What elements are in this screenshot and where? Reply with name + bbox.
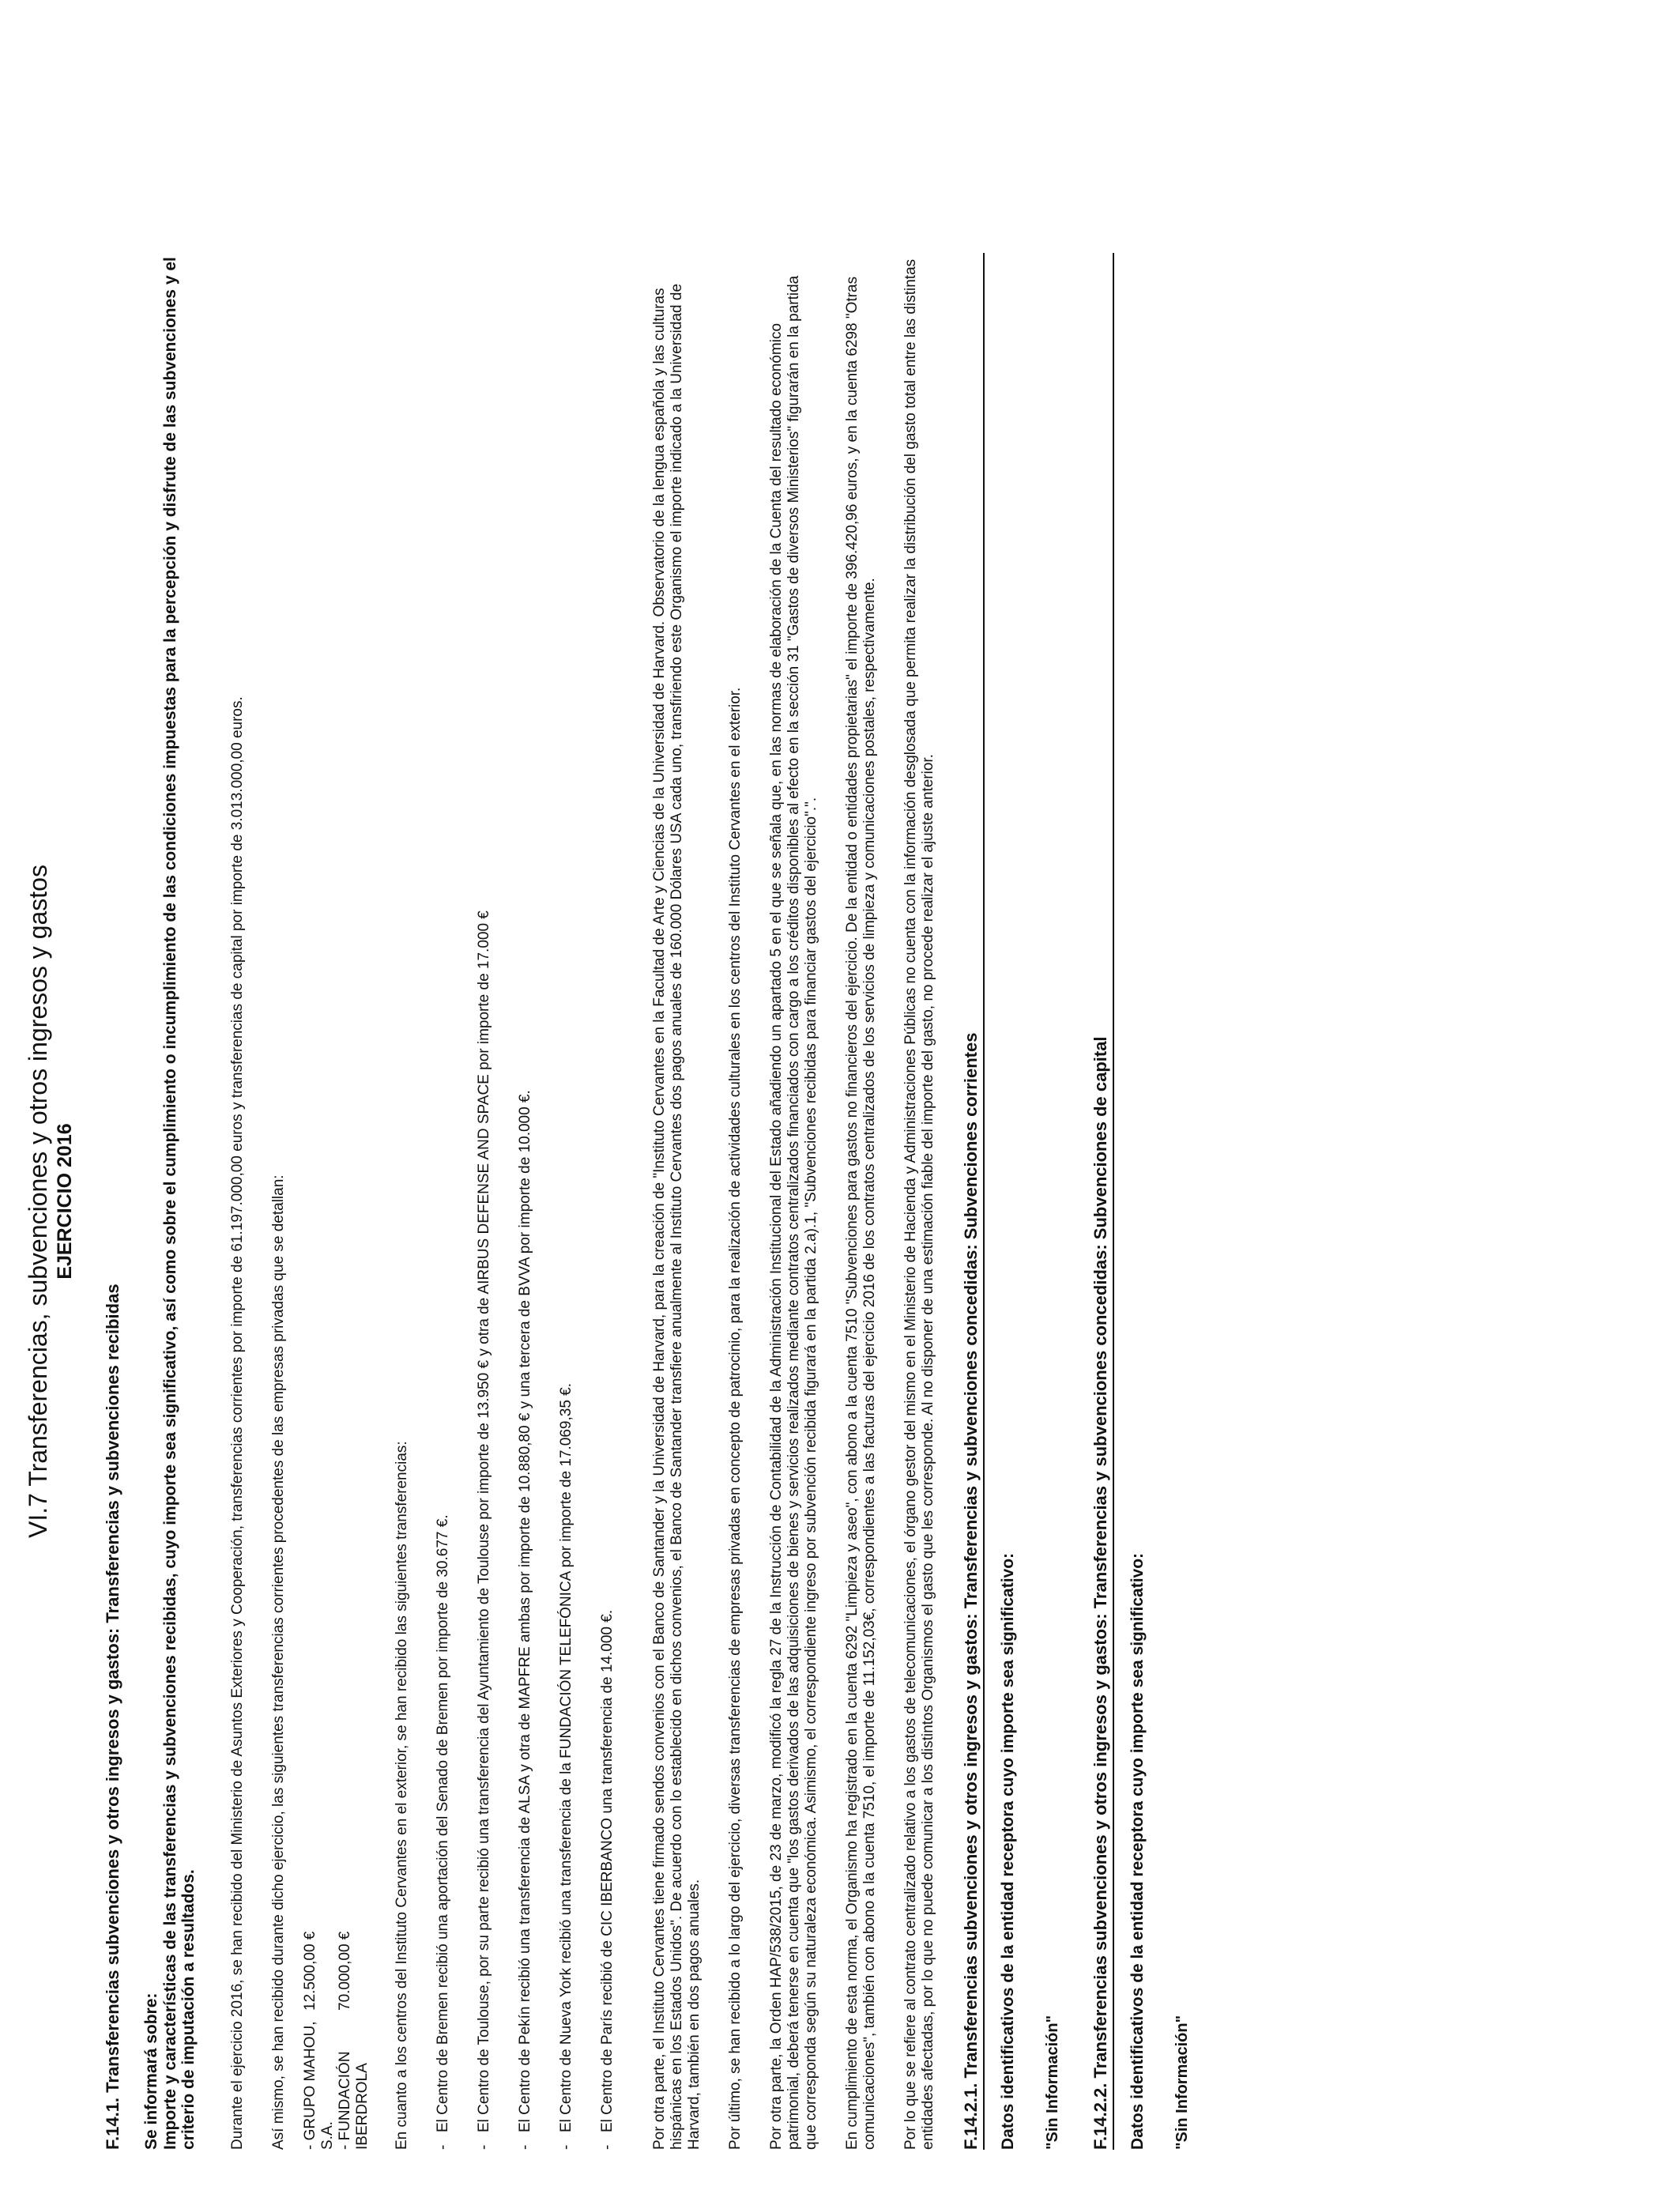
company-amount: 12.500,00 € <box>302 1931 318 2011</box>
section-heading-f1421: F.14.2.1. Transferencias subvenciones y otros ingresos y gastos: Transferencias y subvenciones concedidas: Subvenciones corrientes <box>961 1032 981 2150</box>
intro-lead: Se informará sobre: <box>142 1992 160 2150</box>
page-title: VI.7 Transferencias, subvenciones y otros ingresos y gastos <box>24 865 52 1538</box>
center-item-paris: - El Centro de París recibió de CIC IBERBANCO una transferencia de 14.000 €. <box>599 253 616 2150</box>
section-heading-f141: F.14.1. Transferencias subvenciones y otros ingresos y gastos: Transferencias y subvenciones recibidas <box>103 1284 122 2150</box>
paragraph-ministry-transfers: Durante el ejercicio 2016, se han recibido del Ministerio de Asuntos Exteriores y Cooperación, transferencias corrientes por importe de 61.197.000,00 euros y transferencias de capital por importe de 3.013.000,00 euros. <box>229 696 246 2150</box>
company-list <box>302 253 371 2150</box>
paragraph-order-hap: Por otra parte, la Orden HAP/538/2015, de 23 de marzo, modificó la regla 27 de la Instrucción de Contabilidad de la Administración Institucional del Estado añadiendo un apartado 5 en el que se señala que, en las normas de elaboración de la Cuenta del resultado económico patrimonial, deberá tenerse en cuenta que "los gastos derivados de las adquisiciones de bienes y servicios realizados mediante contratos centralizados financiados con cargo a los créditos disponibles al efecto en la sección 31 "Gastos de diversos Ministerios" figurarán en la partida que corresponda según su naturaleza económica. Asimismo, el correspondiente ingreso por subvención recibida figurará en la partida 2.a).1, "Subvenciones recibidas para financiar gastos del ejercicio".". <box>768 275 819 2150</box>
paragraph-harvard-agreement: Por otra parte, el Instituto Cervantes tiene firmado sendos convenios con el Banco de Santander y la Universidad de Harvard, para la creación de "Instituto Cervantes en la Facultad de Arte y Ciencias de la Universidad de Harvard. Observatorio de la lengua española y las culturas hispánicas en los Estados Unidos". De acuerdo con lo establecido en dichos convenios, el Banco de Santander transfiere anualmente al Instituto Cervantes dos pagos anuales de 160.000 Dólares USA cada uno, transfiriendo este Organismo el importe indicado a la Universidad de Harvard, también en dos pagos anuales. <box>651 283 703 2150</box>
no-info-f1422: "Sin Información" <box>1173 2015 1191 2150</box>
company-name: - GRUPO MAHOU, S.A. <box>302 2021 336 2150</box>
paragraph-private-transfers: Así mismo, se han recibido durante dicho ejercicio, las siguientes transferencias corrientes procedentes de las empresas privadas que se detallan: <box>270 1174 287 2150</box>
no-info-f1421: "Sin Información" <box>1044 2015 1061 2150</box>
company-row <box>337 253 371 2150</box>
company-amount: 70.000,00 € <box>337 1931 353 2011</box>
intro-text: Importe y características de las transferencias y subvenciones recibidas, cuyo importe sea significativo, así como sobre el cumplimiento o incumplimiento de las condiciones impuestas para la percepción y disfrute de las subvenciones y el criterio de imputación a resultados. <box>161 257 198 2150</box>
spacer <box>640 253 651 2150</box>
paragraph-sponsorship: Por último, se han recibido a lo largo del ejercicio, diversas transferencias de empresas privadas en concepto de patrocinio, para la realización de actividades culturales en los centros del Instituto Cervantes en el exterior. <box>727 687 744 2150</box>
paragraph-telecom-contract: Por lo que se refiere al contrato centralizado relativo a los gastos de telecomunicaciones, el órgano gestor del mismo en el Ministerio de Hacienda y Administraciones Públicas no cuenta con la información desglosada que permita realizar la distribución del gasto total entre las distintas entidades afectadas, por lo que no puede comunicar a los distintos Organismos el gasto que les corresponde. Al no disponer de una estimación fiable del importe del gasto, no procede realizar el ajuste anterior. <box>902 258 936 2150</box>
entity-title-f1421: Datos identificativos de la entidad receptora cuyo importe sea significativo: <box>999 1552 1017 2150</box>
paragraph-centers-intro: En cuanto a los centros del Instituto Cervantes en el exterior, se han recibido las siguientes transferencias: <box>394 1441 410 2150</box>
section-divider <box>1113 253 1114 2150</box>
entity-title-f1422: Datos identificativos de la entidad receptora cuyo importe sea significativo: <box>1128 1552 1147 2150</box>
company-row <box>302 253 337 2150</box>
centers-list <box>435 253 616 2150</box>
paragraph-accounts-registration: En cumplimiento de esta norma, el Organismo ha registrado en la cuenta 6292 "Limpieza y aseo", con abono a la cuenta 7510 "Subvenciones para gastos no financieros del ejercicio. De la entidad o entidades propietarias" el importe de 396.420,96 euros, y en la cuenta 6298 "Otras comunicaciones", también con abono a la cuenta 7510, el importe de 11.152,03€, correspondientes a las facturas del ejercicio 2016 de los contratos centralizados de los servicios de limpieza y comunicaciones postales, respectivamente. <box>844 276 878 2150</box>
center-item-pekin: - El Centro de Pekín recibió una transferencia de ALSA y otra de MAPFRE ambas por importe de 10.880,80 € y una tercera de BVVA por importe de 10.000 €. <box>517 253 534 2150</box>
section-heading-f1422: F.14.2.2. Transferencias subvenciones y otros ingresos y gastos: Transferencias y subvenciones concedidas: Subvenciones de capital <box>1090 1036 1110 2150</box>
page-subtitle: EJERCICIO 2016 <box>54 1123 76 1280</box>
center-item-toulouse: - El Centro de Toulouse, por su parte recibió una transferencia del Ayuntamiento de Toulouse por importe de 13.950 € y otra de AIRBUS DEFENSE AND SPACE por importe de 17.000 € <box>476 253 493 2150</box>
center-item-nueva-york: - El Centro de Nueva York recibió una transferencia de la FUNDACIÓN TELEFÓNICA por importe de 17.069,35 €. <box>558 253 575 2150</box>
company-name: - FUNDACIÓN IBERDROLA <box>337 2051 371 2150</box>
section-divider <box>983 253 985 2150</box>
center-item-bremen: - El Centro de Bremen recibió una aportación del Senado de Bremen por importe de 30.677 €. <box>435 253 452 2150</box>
